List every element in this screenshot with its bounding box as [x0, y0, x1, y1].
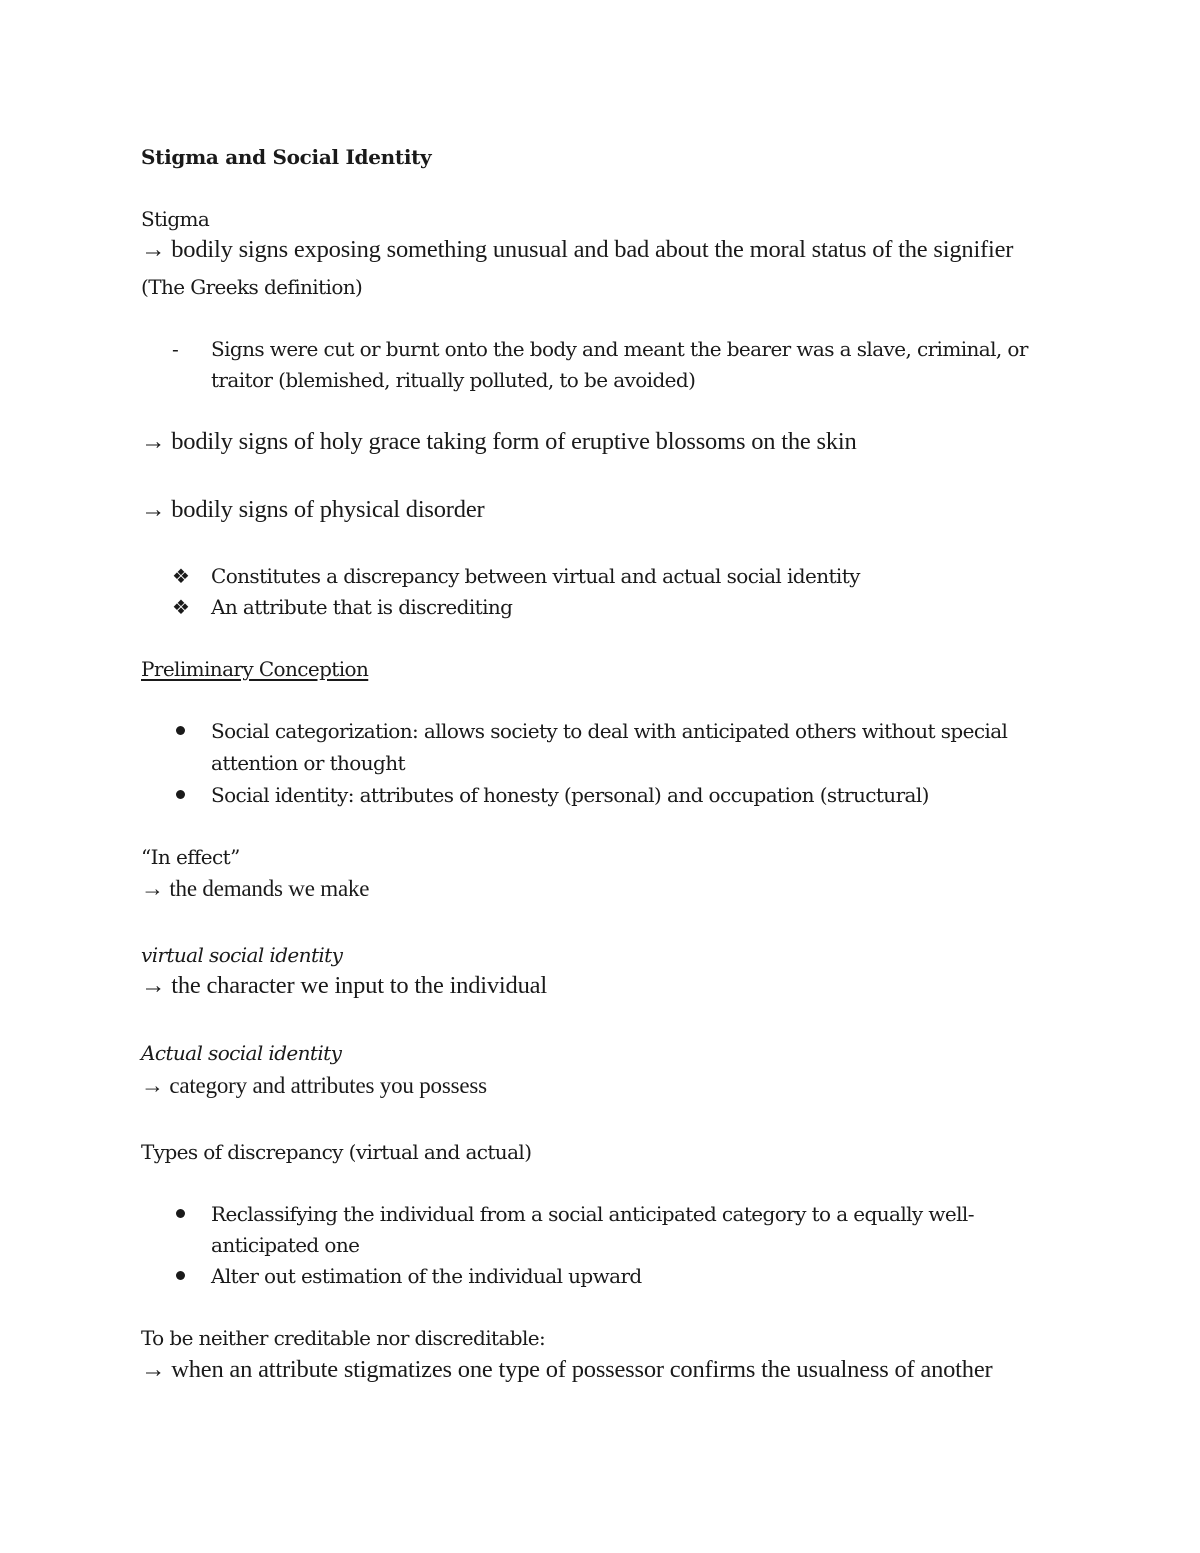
- preliminary-heading: Preliminary Conception: [141, 657, 369, 681]
- diamond-list-item: [172, 566, 860, 586]
- neither-definition: → when an attribute stigmatizes one type of possessor confirms the usualness of another: [141, 1356, 993, 1383]
- bullet-item-text: Social categorization: allows society to deal with anticipated others without special: [211, 719, 1008, 743]
- in-effect-heading: “In effect”: [141, 845, 240, 869]
- diamond-bullet-icon: ❖: [172, 595, 190, 619]
- neither-heading: To be neither creditable nor discreditable:: [141, 1326, 546, 1350]
- diamond-bullet-icon: ❖: [172, 564, 190, 588]
- dash-list-item: [172, 339, 1028, 359]
- dash-item-text: Signs were cut or burnt onto the body and meant the bearer was a slave, criminal, or: [211, 337, 1028, 361]
- greek-note: (The Greeks definition): [141, 275, 363, 299]
- virtual-heading: virtual social identity: [141, 943, 343, 967]
- stigma-heading: Stigma: [141, 207, 210, 231]
- bullet-list-item: [172, 1266, 642, 1286]
- holy-grace-definition: → bodily signs of holy grace taking form of eruptive blossoms on the skin: [141, 428, 857, 455]
- bullet-list-item: [172, 1204, 974, 1224]
- bullet-dot-icon: [176, 1209, 185, 1218]
- diamond-item-text: Constitutes a discrepancy between virtual and actual social identity: [211, 564, 860, 588]
- actual-heading: Actual social identity: [141, 1041, 342, 1065]
- bullet-item-continuation: anticipated one: [211, 1233, 360, 1257]
- physical-disorder-definition: → bodily signs of physical disorder: [141, 496, 485, 523]
- actual-definition: → category and attributes you possess: [141, 1073, 487, 1098]
- bullet-item-continuation: attention or thought: [211, 751, 405, 775]
- bullet-list-item: [172, 785, 929, 805]
- greek-definition: → bodily signs exposing something unusual and bad about the moral status of the signifier: [141, 236, 1014, 263]
- bullet-list-item: [172, 721, 1007, 741]
- bullet-item-text: Alter out estimation of the individual upward: [211, 1264, 642, 1288]
- bullet-dot-icon: [176, 726, 185, 735]
- bullet-dot-icon: [176, 1271, 185, 1280]
- dash-item-continuation: traitor (blemished, ritually polluted, to be avoided): [211, 368, 696, 392]
- diamond-item-text: An attribute that is discrediting: [211, 595, 513, 619]
- bullet-dot-icon: [176, 790, 185, 799]
- in-effect-definition: → the demands we make: [141, 876, 370, 901]
- dash-marker: -: [172, 337, 179, 361]
- bullet-item-text: Reclassifying the individual from a social anticipated category to a equally well-: [211, 1202, 974, 1226]
- virtual-definition: → the character we input to the individual: [141, 972, 547, 999]
- types-heading: Types of discrepancy (virtual and actual): [141, 1140, 532, 1164]
- diamond-list-item: [172, 597, 512, 617]
- bullet-item-text: Social identity: attributes of honesty (personal) and occupation (structural): [211, 783, 929, 807]
- document-title: Stigma and Social Identity: [141, 145, 432, 169]
